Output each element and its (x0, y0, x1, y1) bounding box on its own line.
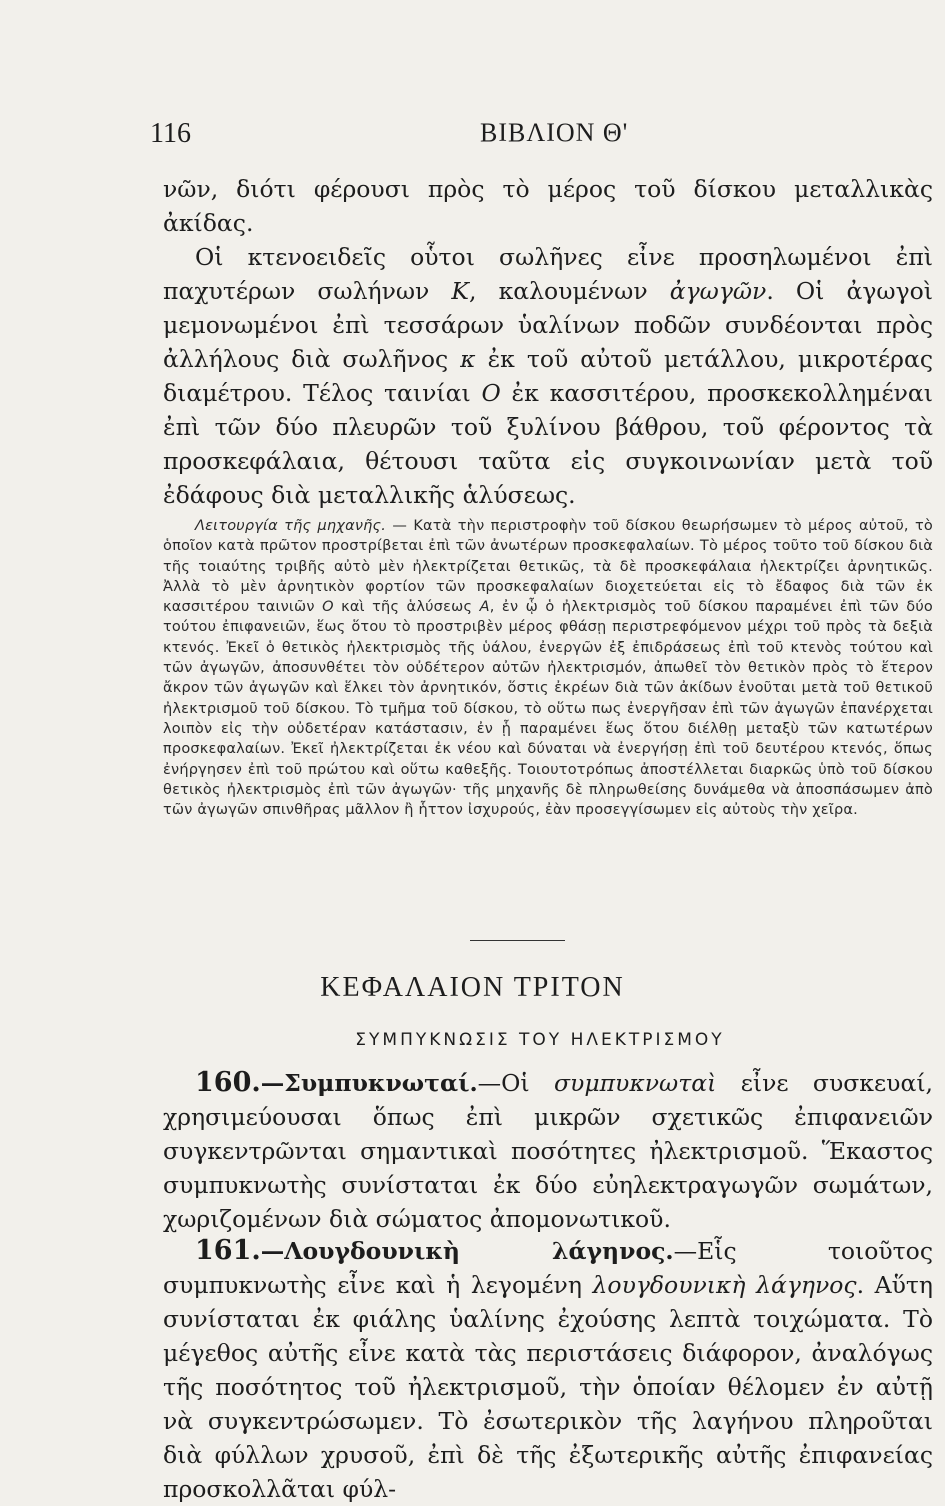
note-heading: Λειτουργία τῆς μηχανῆς. (195, 518, 387, 534)
running-title: ΒΙΒΛΙΟΝ Θ' (480, 118, 629, 147)
text: —Οἱ (477, 1069, 555, 1097)
section-divider (470, 940, 565, 941)
page-number: 116 (150, 118, 191, 149)
text: — Κατὰ τὴν περιστροφὴν τοῦ δίσκου θεωρήσωμεν τὸ μέρος αὐτοῦ, τὸ ὁποῖον κατὰ πρῶτον προστρίβεται ἐπὶ τῶν ἀνωτέρων προσκεφαλαίων. Τὸ μέρος τοῦτο τοῦ δίσκου διὰ τῆς τοιαύτης τριβῆς αὐτὸ μὲν ἠλεκτρίζεται θετικῶς, τὰ δὲ προσκεφάλαια ἠλεκτρίζει ἀρνητικῶς. Ἀλλὰ τὸ μὲν ἀρνητικὸν φορτίον τῶν προσκεφαλαίων διοχετεύεται εἰς τὸ ἔδαφος διὰ τῶν ἐκ κασσιτέρου ταινιῶν (163, 518, 933, 616)
paragraph-comb-tubes (163, 240, 933, 512)
page-header (150, 118, 930, 158)
text: νῶν, διότι φέρουσι πρὸς τὸ μέρος τοῦ δίσκου μεταλλικὰς ἀκίδας. (163, 175, 933, 237)
text: . Οἱ ἀγωγοὶ μεμονωμένοι ἐπὶ τεσσάρων ὑαλίνων ποδῶν συνδέονται πρὸς ἀλλήλους διὰ σωλῆνος (163, 277, 933, 373)
section-160 (163, 1066, 933, 1236)
chapter-subtitle: ΣΥΜΠΥΚΝΩΣΙΣ ΤΟΥ ΗΛΕΚΤΡΙΣΜΟΥ (355, 1030, 725, 1050)
section-number: 160. (195, 1067, 261, 1098)
paragraph-machine-function (163, 516, 933, 820)
text: εἶνε συσκευαί, χρησιμεύουσαι ὅπως ἐπὶ μικρῶν σχετικῶς ἐπιφανειῶν συγκεντρῶνται σημαντικαὶ ποσότητες ἠλεκτρισμοῦ. Ἕκαστος συμπυκνωτὴς συνίσταται ἐκ δύο εὐηλεκτραγωγῶν σωμάτων, χωριζομένων διὰ σώματος ἀπομονωτικοῦ. (163, 1069, 933, 1233)
label-a: A (479, 599, 490, 616)
label-o: O (322, 599, 334, 616)
section-number: 161. (195, 1235, 261, 1266)
label-k: K (451, 277, 469, 305)
paragraph-leyden-jar (163, 1234, 933, 1506)
chapter-title: ΚΕΦΑΛΑΙΟΝ ΤΡΙΤΟΝ (320, 972, 625, 1003)
text: ἐκ κασσιτέρου, προσκεκολλημέναι ἐπὶ τῶν δύο πλευρῶν τοῦ ξυλίνου βάθρου, τοῦ φέροντος τὰ προσκεφάλαια, θέτουσι ταῦτα εἰς συγκοινωνίαν μετὰ τοῦ ἐδάφους διὰ μεταλλικῆς ἁλύσεως. (163, 379, 933, 509)
text: ἐκ τοῦ αὐτοῦ μετάλλου, μικροτέρας διαμέτρου. Τέλος ταινίαι (163, 345, 933, 407)
label-kappa: κ (460, 345, 476, 373)
label-o: O (481, 379, 501, 407)
section-heading: —Συμπυκνωταί. (260, 1069, 478, 1097)
text: . Αὕτη συνίσταται ἐκ φιάλης ὑαλίνης ἐχούσης λεπτὰ τοιχώματα. Τὸ μέγεθος αὐτῆς εἶνε κατὰ τὰς περιστάσεις διάφορον, ἀναλόγως τῆς ποσότητος τοῦ ἠλεκτρισμοῦ, τὴν ὁποίαν θέλομεν ἐν αὐτῇ νὰ συγκεντρώσωμεν. Τὸ ἐσωτερικὸν τῆς λαγήνου πληροῦται διὰ φύλλων χρυσοῦ, ἐπὶ δὲ τῆς ἐξωτερικῆς αὐτῆς ἐπιφανείας προσκολλᾶται φύλ- (163, 1271, 933, 1503)
text: —Εἷς τοιοῦτος συμπυκνωτὴς εἶνε καὶ ἡ λεγομένη (163, 1237, 933, 1299)
term-agogon: ἀγωγῶν (669, 277, 767, 305)
main-text (163, 172, 933, 820)
text: , καλουμένων (468, 277, 670, 305)
paragraph-continuation (163, 172, 933, 240)
section-161 (163, 1234, 933, 1506)
text: καὶ τῆς ἁλύσεως (333, 599, 480, 616)
term: συμπυκνωταὶ (554, 1069, 717, 1097)
text: , ἐν ᾧ ὁ ἠλεκτρισμὸς τοῦ δίσκου παραμένει ἐπὶ τῶν δύο τούτου ἐπιφανειῶν, ἕως ὅτου τὸ προστριβὲν μέρος φθάσῃ περιστρεφόμενον μέχρι τοῦ πρὸς τὰ δεξιὰ κτενός. Ἐκεῖ ὁ θετικὸς ἠλεκτρισμὸς τῆς ὑάλου, ἐνεργῶν ἐξ ἐπιδράσεως ἐπὶ τοῦ κτενὸς τούτου καὶ τῶν ἀγωγῶν, ἀποσυνθέτει τὸν οὐδέτερον αὐτῶν ἠλεκτρισμόν, ἀπωθεῖ τὸν θετικὸν πρὸς τὸ ἕτερον ἄκρον τῶν ἀγωγῶν καὶ ἕλκει τὸν ἀρνητικόν, ὅστις ἐκρέων διὰ τῶν ἀκίδων ἑνοῦται μετὰ τοῦ θετικοῦ ἠλεκτρισμοῦ τοῦ δίσκου. Τὸ τμῆμα τοῦ δίσκου, τὸ οὕτω πως ἐνεργῆσαν ἐπὶ τῶν ἀγωγῶν ἐπανέρχεται λοιπὸν εἰς τὴν οὐδετέραν κατάστασιν, ἐν ᾗ παραμένει ἕως ὅτου διέλθῃ μεταξὺ τῶν κατωτέρων προσκεφαλαίων. Ἐκεῖ ἠλεκτρίζεται ἐκ νέου καὶ δύναται νὰ ἐνεργήσῃ ἐπὶ τοῦ δευτέρου κτενός, ὅπως ἐνήργησεν ἐπὶ τοῦ πρώτου καὶ οὕτω καθεξῆς. Τοιουτοτρόπως ἀποστέλλεται διαρκῶς ὑπὸ τοῦ δίσκου θετικὸς ἠλεκτρισμὸς ἐπὶ τῶν ἀγωγῶν· τῆς μηχανῆς δὲ πληρωθείσης δυνάμεθα νὰ ἀποσπάσωμεν ἀπὸ τῶν ἀγωγῶν σπινθῆρας μᾶλλον ἢ ἧττον ἰσχυρούς, ἐὰν προσεγγίσωμεν εἰς αὐτοὺς τὴν χεῖρα. (163, 599, 933, 819)
term: λουγδουνικὴ λάγηνος (592, 1271, 857, 1299)
paragraph-condensers (163, 1066, 933, 1236)
section-heading: —Λουγδουνικὴ λάγηνος. (260, 1237, 674, 1265)
text: Οἱ κτενοειδεῖς οὗτοι σωλῆνες εἶνε προσηλωμένοι ἐπὶ παχυτέρων σωλήνων (163, 243, 933, 305)
